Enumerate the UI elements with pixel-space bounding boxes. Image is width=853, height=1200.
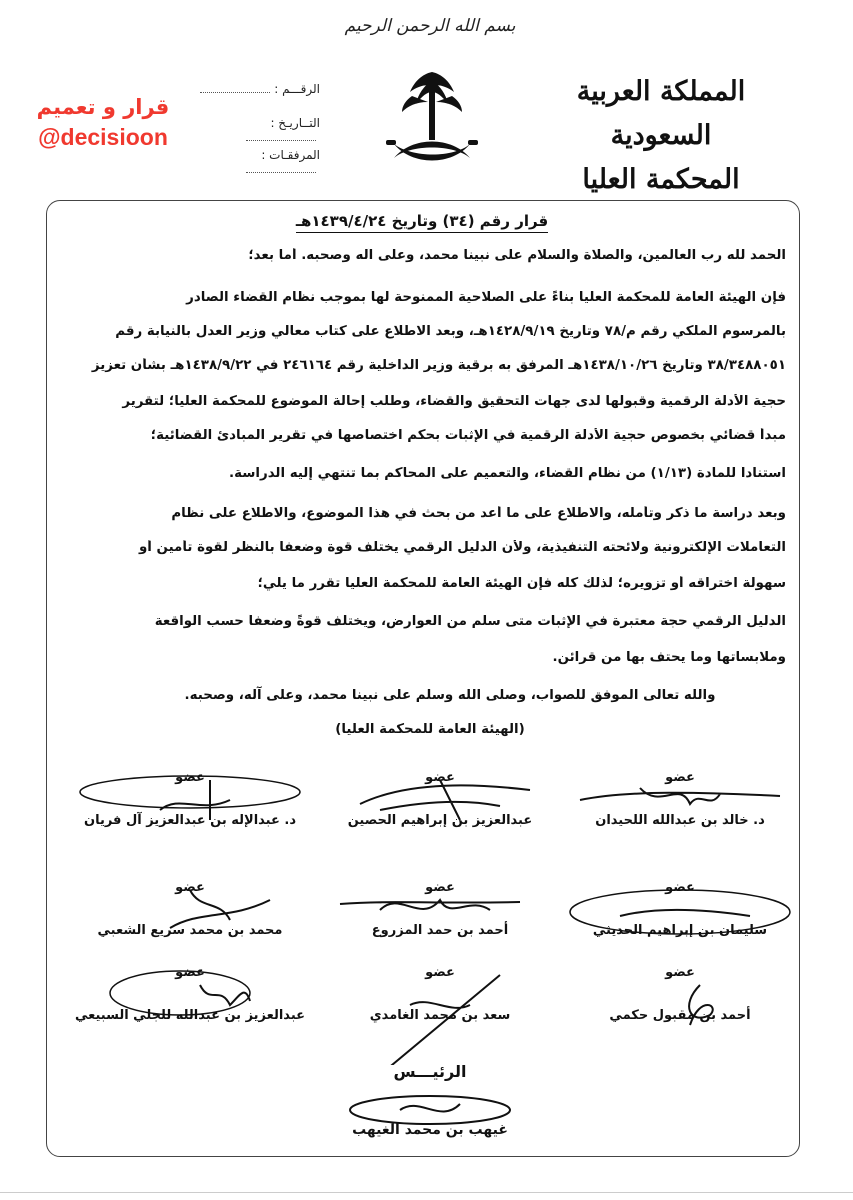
signature-scribble-icon xyxy=(320,880,560,940)
attachments-field: المرفقـات : xyxy=(200,148,320,176)
signature-scribble-icon xyxy=(560,770,800,830)
body-line-4: حجية الأدلة الرقمية وقبولها لدى جهات التحقيق والقضاء، وطلب إحالة الموضوع للمحكمة العليا؛ لتقرير xyxy=(122,394,786,409)
ruling-line-1: الدليل الرقمي حجة معتبرة في الإثبات متى سلم من العوارض، ويختلف قوةً وضعفاً حسب الواقعة xyxy=(154,614,786,629)
signature-block: عضو أحمد بن حمد المزروع xyxy=(320,880,560,938)
signature-block: عضو سليمان بن إبراهيم الحديثي xyxy=(560,880,800,938)
signature-scribble-icon xyxy=(320,770,560,830)
signature-scribble-icon xyxy=(70,770,310,830)
signature-block: عضو محمد بن محمد سريع الشعبي xyxy=(70,880,310,938)
signature-scribble-icon xyxy=(560,880,800,940)
signature-block: عضو د. خالد بن عبدالله اللحيدان xyxy=(560,770,800,828)
body-line-1: فإن الهيئة العامة للمحكمة العليا بناءً على الصلاحية الممنوحة لها بموجب نظام القضاء الصادر xyxy=(186,290,786,305)
page-edge xyxy=(0,1192,853,1193)
body-line-3: ٣٨/٣٤٨٨٠٥١ وتاريخ ١٤٣٨/١٠/٢٦هـ المرفق به برقية وزير الداخلية رقم ٢٤٦١٦٤ في ١٤٣٨/٩/٢٢هـ بشأن تعزيز xyxy=(91,358,786,373)
body-line-5: مبدأ قضائي بخصوص حجية الأدلة الرقمية في الإثبات بحكم اختصاصها في تقرير المبادئ القضائية؛ xyxy=(150,428,786,443)
signature-scribble-icon xyxy=(320,965,560,1065)
kingdom-name: المملكة العربية السعودية xyxy=(576,76,746,151)
signature-scribble-icon xyxy=(70,880,310,940)
chairman-name: غيهب بن محمد الغيهب xyxy=(352,1122,508,1138)
date-field: التــاريـخ : xyxy=(200,116,320,144)
issuing-body: (الهيئة العامة للمحكمة العليا) xyxy=(335,722,525,737)
watermark-handle: @decisioon xyxy=(38,124,168,150)
opening-line: الحمد لله رب العالمين، والصلاة والسلام على نبينا محمد، وعلى آله وصحبه. أما بعد؛ xyxy=(248,248,786,263)
chairman-role: الرئيـــس xyxy=(393,1062,467,1081)
saudi-emblem-icon xyxy=(372,62,492,182)
signature-block: عضو د. عبدالإله بن عبدالعزيز آل فريان xyxy=(70,770,310,828)
signature-block: عضو سعد بن محمد الغامدي xyxy=(320,965,560,1023)
letterhead xyxy=(531,70,791,202)
body-line-8: التعاملات الإلكترونية ولائحته التنفيذية، ولأن الدليل الرقمي يختلف قوة وضعفاً بالنظر لقوة تأمين أو xyxy=(138,540,786,555)
decision-title: قرار رقم (٣٤) وتاريخ ١٤٣٩/٤/٢٤هـ xyxy=(46,212,798,230)
signature-scribble-icon xyxy=(560,965,800,1035)
body-line-7: وبعد دراسة ما ذكر وتأمله، والاطلاع على ما أعد من بحث في هذا الموضوع، والاطلاع على نظام xyxy=(171,506,786,521)
signature-block: عضو عبدالعزيز بن إبراهيم الحصين xyxy=(320,770,560,828)
closing-line: والله تعالى الموفق للصواب، وصلى الله وسلم على نبينا محمد، وعلى آله، وصحبه. xyxy=(184,688,716,703)
signature-scribble-icon xyxy=(70,965,310,1025)
signature-block: عضو أحمد بن مقبول حكمي xyxy=(560,965,800,1023)
body-line-9: سهولة اختراقه أو تزويره؛ لذلك كله فإن الهيئة العامة للمحكمة العليا تقرر ما يلي؛ xyxy=(257,576,786,591)
body-line-6: استناداً للمادة (١/١٣) من نظام القضاء، والتعميم على المحاكم بما تنتهي إليه الدراسة. xyxy=(229,466,786,481)
ruling-line-2: وملابساتها وما يحتف بها من قرائن. xyxy=(552,650,786,665)
signature-block: عضو عبدالعزيز بن عبدالله للجلي السبيعي xyxy=(70,965,310,1023)
watermark-title: قرار و تعميم xyxy=(36,95,170,119)
body-line-2: بالمرسوم الملكي رقم م/٧٨ وتاريخ ١٤٢٨/٩/١٩هـ، وبعد الاطلاع على كتاب معالي وزير العدل بالنيابة رقم xyxy=(115,324,786,339)
ref-number-field: الرقـــم : xyxy=(200,82,320,96)
basmala: بسم الله الرحمن الرحيم xyxy=(344,16,516,36)
court-name: المحكمة العليا xyxy=(582,164,740,195)
